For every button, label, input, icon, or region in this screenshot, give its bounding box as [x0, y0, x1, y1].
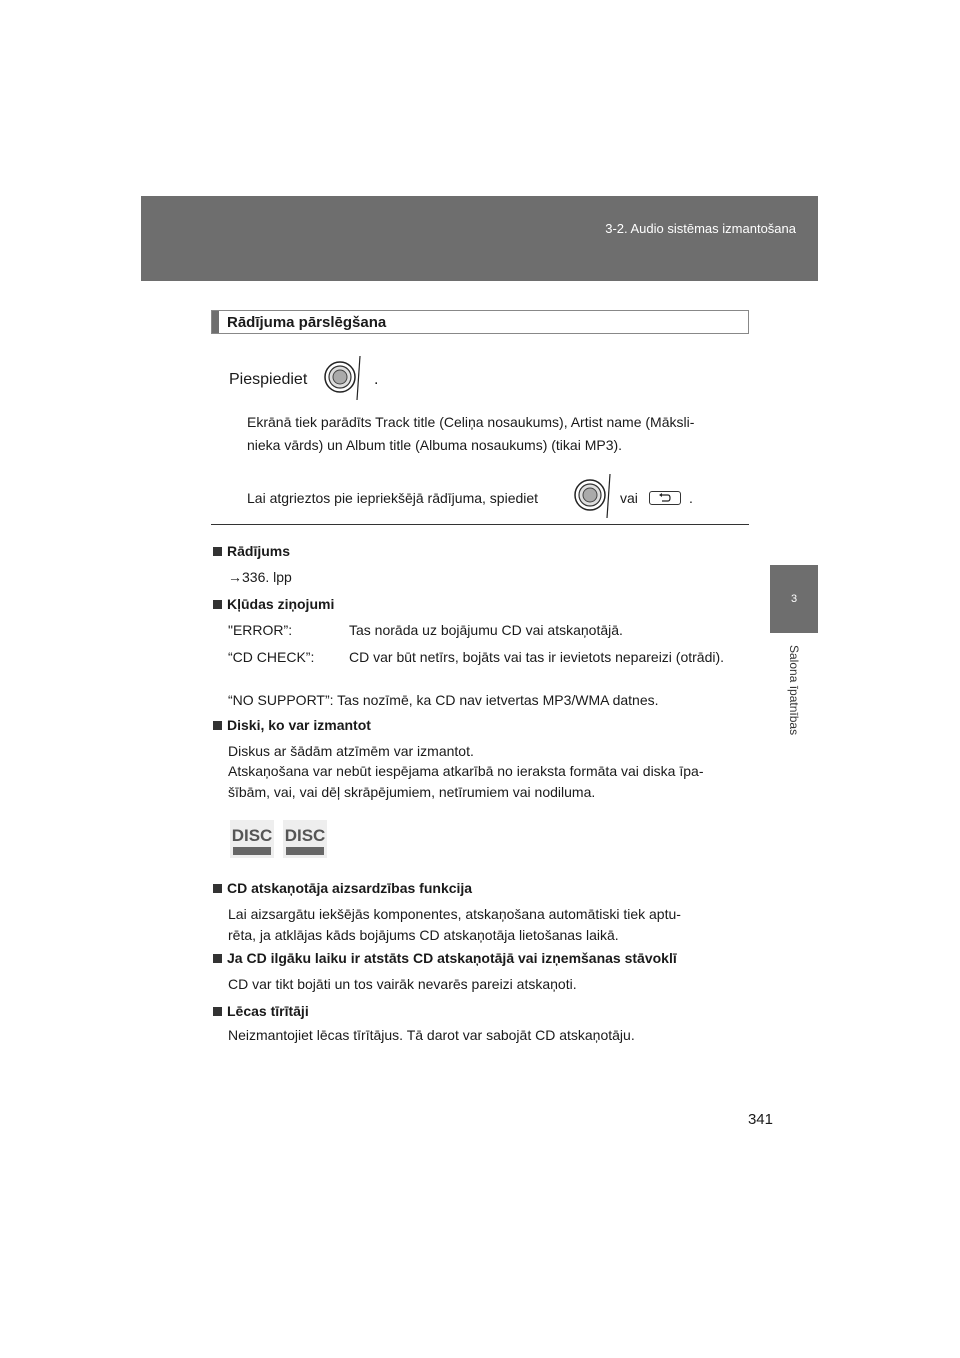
lens-cleaner-text: Neizmantojiet lēcas tīrītājus. Tā darot var sabojāt CD atskaņotāju. [228, 1027, 635, 1043]
bullet-square-icon [213, 1007, 222, 1016]
bullet-square-icon [213, 721, 222, 730]
error-code: “CD CHECK”: [228, 649, 315, 665]
protection-heading-text: CD atskaņotāja aizsardzības funkcija [227, 880, 473, 896]
description-line-2: nieka vārds) un Album title (Albuma nosaukums) (tikai MP3). [247, 437, 623, 453]
page-number: 341 [747, 1111, 773, 1128]
discs-line-2: Atskaņošana var nebūt iespējama atkarībā no ieraksta formāta vai diska īpa- [228, 763, 704, 779]
bullet-square-icon [213, 547, 222, 556]
lens-cleaner-heading [213, 1003, 309, 1019]
no-support-text: “NO SUPPORT”: Tas nozīmē, ka CD nav ietvertas MP3/WMA datnes. [228, 692, 659, 708]
left-in-player-heading [213, 950, 677, 966]
dial-knob-icon [324, 354, 366, 402]
compact-disc-logo [229, 819, 275, 859]
section-title-bar [211, 310, 749, 334]
error-text: CD var būt netīrs, bojāts vai tas ir ievietots nepareizi (otrādi). [349, 649, 725, 665]
protection-line-2: rēta, ja atklājas kāds bojājums CD atskaņotāja lietošanas laikā. [228, 927, 619, 943]
press-period: . [374, 371, 379, 388]
discs-heading [213, 717, 371, 733]
header-band [141, 196, 818, 281]
protection-line-1: Lai aizsargātu iekšējās komponentes, atskaņošana automātiski tiek aptu- [228, 906, 681, 922]
left-in-player-heading-text: Ja CD ilgāku laiku ir atstāts CD atskaņotājā vai izņemšanas stāvoklī [227, 950, 677, 966]
discs-line-1: Diskus ar šādām atzīmēm var izmantot. [228, 743, 474, 759]
return-or: vai [620, 490, 638, 506]
error-text: Tas norāda uz bojājumu CD vai atskaņotājā. [349, 622, 623, 638]
compact-disc-text-logo [282, 819, 328, 859]
disc-logo-text: DISC [231, 826, 273, 845]
chapter-label-text: Salona īpatnības [787, 645, 801, 736]
press-instruction: Piespiediet [229, 371, 308, 388]
return-instruction: Lai atgrieztos pie iepriekšējā rādījuma, spiediet [247, 490, 539, 506]
protection-heading [213, 880, 472, 896]
display-page-ref: →336. lpp [228, 569, 292, 585]
errors-heading [213, 596, 334, 612]
chapter-number: 3 [790, 593, 798, 605]
bullet-square-icon [213, 954, 222, 963]
section-divider [211, 524, 749, 525]
bullet-square-icon [213, 600, 222, 609]
display-heading [213, 543, 290, 559]
errors-heading-text: Kļūdas ziņojumi [227, 596, 335, 612]
chapter-label [774, 645, 814, 805]
error-code: "ERROR”: [228, 622, 293, 638]
chapter-tab [770, 565, 818, 633]
left-in-player-text: CD var tikt bojāti un tos vairāk nevarēs pareizi atskaņoti. [228, 976, 577, 992]
disc-logo-text: DISC [284, 826, 326, 845]
discs-heading-text: Diski, ko var izmantot [227, 717, 371, 733]
section-header-title: 3-2. Audio sistēmas izmantošana [605, 221, 796, 236]
lens-cleaner-heading-text: Lēcas tīrītāji [227, 1003, 309, 1019]
discs-line-3: šībām, vai, vai dēļ skrāpējumiem, netīrumiem vai nodiluma. [228, 784, 596, 800]
dial-knob-icon [574, 472, 616, 520]
description-line-1: Ekrānā tiek parādīts Track title (Celiņa nosaukums), Artist name (Māksli- [247, 414, 695, 430]
display-heading-text: Rādījums [227, 543, 291, 559]
bullet-square-icon [213, 884, 222, 893]
section-title: Rādījuma pārslēgšana [227, 314, 387, 331]
return-period: . [689, 490, 693, 506]
section-title-stripe [212, 311, 219, 333]
back-button-icon [649, 491, 681, 505]
